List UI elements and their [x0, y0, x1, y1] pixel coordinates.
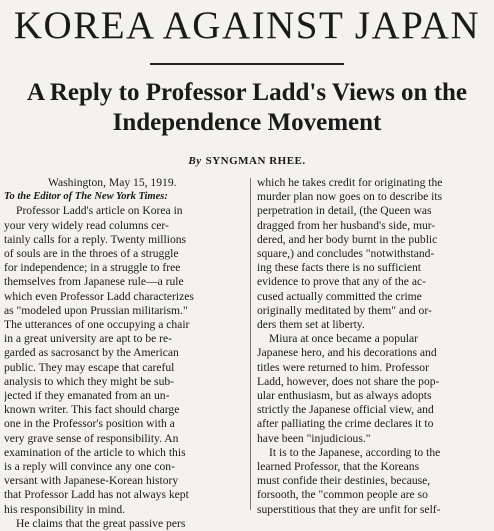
- text-line: have been "injudicious.": [257, 431, 371, 445]
- text-line: Ladd, however, does not share the pop-: [257, 374, 440, 388]
- text-line: superstitious that they are unfit for self-: [257, 502, 441, 516]
- left-column: [4, 176, 245, 531]
- text-line: examination of the article to which this: [4, 445, 186, 459]
- text-line: your very widely read columns cer-: [4, 218, 169, 232]
- text-line: It is to the Japanese, according to the: [269, 445, 441, 459]
- headline-rule: [150, 63, 344, 65]
- text-line: his responsibility in mind.: [4, 502, 126, 516]
- text-line: strictly the Japanese official view, and: [257, 403, 434, 417]
- text-line: forsooth, the "common people are so: [257, 488, 428, 502]
- text-line: square,) and concludes "notwithstand-: [257, 247, 435, 261]
- text-line: originally meditated by them" and or-: [257, 303, 432, 317]
- text-line: very grave sense of responsibility. An: [4, 431, 179, 445]
- text-line: murder plan now goes on to describe its: [257, 190, 443, 204]
- text-line: titles were returned to him. Professor: [257, 360, 429, 374]
- text-line: ing these facts there is no sufficient: [257, 261, 421, 275]
- column-divider: [250, 178, 251, 510]
- text-line: as "modeled upon Prussian militarism.": [4, 303, 188, 317]
- text-line: learned Professor, that the Koreans: [257, 460, 420, 474]
- text-line: ular enthusiasm, but as always adopts: [257, 389, 432, 403]
- text-line: dragged from her husband's side, mur-: [257, 218, 436, 232]
- text-line: for independence; in a struggle to free: [4, 261, 181, 275]
- text-line: themselves from Japanese rule—a rule: [4, 275, 184, 289]
- text-line: garded as sacrosanct by the American: [4, 346, 179, 360]
- text-line: must confide their destinies, because,: [257, 474, 431, 488]
- text-line: which he takes credit for originating the: [257, 176, 443, 189]
- text-line: dered, and her body burnt in the public: [257, 232, 438, 246]
- dateline: Washington, May 15, 1919.: [48, 176, 177, 189]
- text-line: perpetration in detail, (the Queen was: [257, 204, 432, 218]
- text-line: known writer. This fact should charge: [4, 403, 180, 417]
- text-line: Japanese hero, and his decorations and: [257, 346, 437, 360]
- byline: [0, 155, 494, 167]
- text-line: analysis to which they might be sub-: [4, 374, 175, 388]
- text-line: in a great university are apt to be re-: [4, 332, 173, 346]
- text-line: after palliating the crime declares it to: [257, 417, 434, 431]
- text-line: one in the Professor's position with a: [4, 417, 175, 431]
- text-line: versant with Japanese-Korean history: [4, 474, 179, 488]
- text-line: cused actually committed the crime: [257, 289, 422, 303]
- text-line: Professor Ladd's article on Korea in: [16, 204, 183, 218]
- text-line: He claims that the great passive pers: [16, 516, 186, 530]
- byline-author: SYNGMAN RHEE.: [205, 155, 306, 167]
- text-line: evidence to prove that any of the ac-: [257, 275, 426, 289]
- byline-prefix: By: [188, 155, 202, 167]
- right-column-body: [257, 176, 492, 517]
- right-column: [257, 176, 492, 517]
- subheadline: [0, 78, 494, 138]
- text-line: public. They may escape that careful: [4, 360, 175, 374]
- text-line: The utterances of one occupying a chair: [4, 318, 190, 332]
- text-line: which even Professor Ladd characterizes: [4, 289, 194, 303]
- text-line: tainly calls for a reply. Twenty millions: [4, 232, 187, 246]
- subheadline-line-1: A Reply to Professor Ladd's Views on the: [26, 79, 468, 106]
- to-editor-salutation: To the Editor of The New York Times:: [4, 191, 168, 203]
- text-line: ders them set at liberty.: [257, 318, 365, 332]
- text-line: that Professor Ladd has not always kept: [4, 488, 189, 502]
- headline: KOREA AGAINST JAPAN: [13, 4, 481, 47]
- subheadline-line-2: Independence Movement: [112, 109, 382, 136]
- text-line: is a reply will convince any one con-: [4, 460, 175, 474]
- text-line: jected if they emanated from an un-: [4, 389, 170, 403]
- text-line: Miura at once became a popular: [269, 332, 419, 346]
- left-column-body: [4, 204, 245, 531]
- text-line: of souls are in the throes of a struggle: [4, 247, 179, 261]
